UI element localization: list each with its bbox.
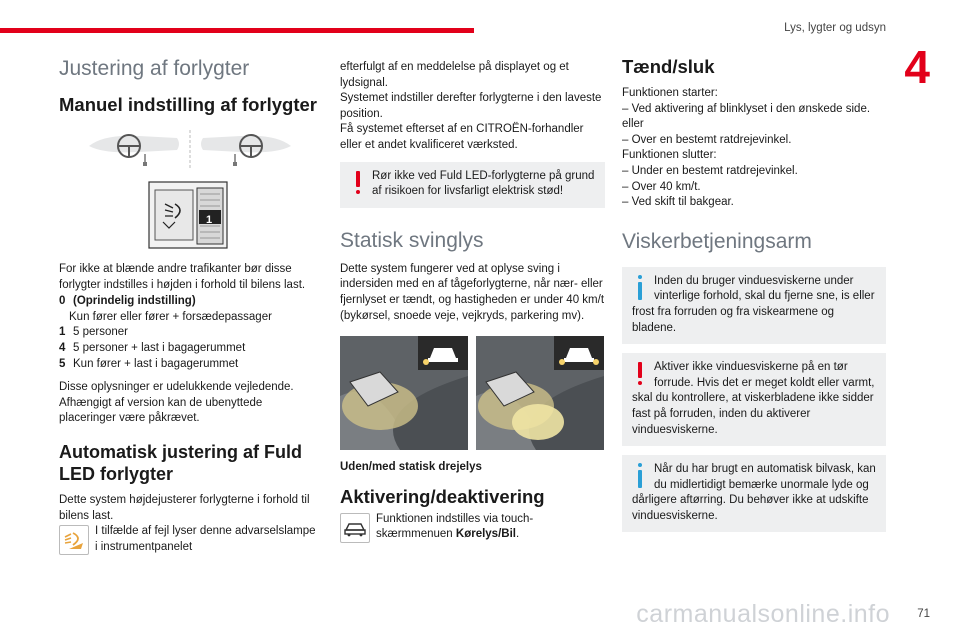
text-line: – Over en bestemt ratdrejevinkel. xyxy=(622,133,792,146)
section-title-wiper: Viskerbetjeningsarm xyxy=(622,229,812,253)
photo-with-cornering-light xyxy=(476,336,604,450)
text-line: – Ved aktivering af blinklyset i den ønskede side. xyxy=(622,102,871,115)
menu-path: Kørelys/Bil xyxy=(455,528,516,541)
running-head: Lys, lygter og udsyn xyxy=(784,22,886,34)
warning-icon xyxy=(632,360,648,390)
text-line: Funktionen slutter: xyxy=(622,149,717,162)
load-position-list xyxy=(59,294,321,372)
list-key: 4 xyxy=(59,341,66,354)
list-item xyxy=(59,325,321,341)
list-key: 5 xyxy=(59,357,66,370)
info-text: Når du har brugt en automatisk bilvask, kan du midlertidigt bemærke unormale lyde og dårligere aftørring. Du behøver ikke at udskifte vinduesviskerne. xyxy=(632,463,876,522)
watermark: carmanualsonline.info xyxy=(636,600,890,628)
info-icon xyxy=(632,462,648,492)
activation-text: Funktionen indstilles via touch-skærmmenuen Kørelys/Bil. xyxy=(376,512,534,541)
info-text: Inden du bruger vinduesviskerne under vinterlige forhold, skal du fjerne sne, is eller frost fra forruden og fra viskearmene og bladene. xyxy=(632,274,875,334)
subsection-title-auto: Automatisk justering af Fuld LED forlygter xyxy=(59,441,303,484)
list-desc: Kun fører eller fører + forsædepassager xyxy=(69,310,272,323)
car-settings-icon xyxy=(340,513,370,543)
subsection-title-manual: Manuel indstilling af forlygter xyxy=(59,94,317,115)
static-cornering-text: Dette system fungerer ved at oplyse sving i indersiden med en af tågeforlygterne, når nær- eller fjernlyset er tændt, og hastigheden er under 40 km/t (bykørsel, snoede veje, vejkryds, parkering mv). xyxy=(340,262,605,322)
dial-position-label: 1 xyxy=(206,214,213,226)
continued-text: efterfulgt af en meddelelse på displayet og et lydsignal. Systemet indstiller derefter forlygterne i den laveste position. Få systemet efterset af en CITROËN-forhandler eller et andet kvalificeret værksted. xyxy=(340,61,602,151)
on-off-lines xyxy=(622,86,886,211)
section-title-headlamp-adjustment: Justering af forlygter xyxy=(59,57,250,80)
list-item xyxy=(59,341,321,357)
text-line: – Over 40 km/t. xyxy=(622,180,701,193)
text-line: – Under en bestemt ratdrejevinkel. xyxy=(622,164,798,177)
note-text: Disse oplysninger er udelukkende vejledende. Afhængigt af version kan de ubenyttede placeringer være påkrævet. xyxy=(59,381,294,425)
text-line: eller xyxy=(622,118,644,131)
list-label: 5 personer xyxy=(73,326,128,339)
intro-text: For ikke at blænde andre trafikanter bør disse forlygter indstilles i højden i forhold til bilens last. xyxy=(59,263,306,291)
column-1 xyxy=(59,56,321,555)
list-label: Kun fører + last i bagagerummet xyxy=(73,357,239,370)
list-item xyxy=(59,357,321,373)
subsection-title-on-off: Tænd/sluk xyxy=(622,56,715,77)
info-box-car-wash xyxy=(622,455,886,532)
warning-lamp-text: I tilfælde af fejl lyser denne advarselslampe i instrumentpanelet xyxy=(95,525,316,553)
text-line: – Ved skift til bakgear. xyxy=(622,196,734,209)
auto-text: Dette system højdejusterer forlygterne i forhold til bilens last. xyxy=(59,493,310,522)
chapter-number: 4 xyxy=(904,41,930,93)
section-title-static-cornering: Statisk svinglys xyxy=(340,228,484,252)
warning-lamp-line xyxy=(59,524,321,555)
photo-caption: Uden/med statisk drejelys xyxy=(340,461,482,474)
warning-box-led xyxy=(340,162,605,208)
cornering-light-photos xyxy=(340,336,605,450)
photo-without-cornering-light xyxy=(340,336,468,450)
warning-text: Aktiver ikke vinduesviskerne på en tør forrude. Hvis det er meget koldt eller varmt, skal du kontrollere, at viskerbladene ikke sidder fast på forruden, inden du aktiverer vinduesviskerne. xyxy=(632,361,875,436)
top-accent-bar xyxy=(0,28,474,33)
warning-box-dry-windscreen xyxy=(622,353,886,446)
column-3 xyxy=(622,56,886,532)
list-item-desc xyxy=(59,310,321,326)
list-label: (Oprindelig indstilling) xyxy=(73,295,196,308)
subsection-title-activation: Aktivering/deaktivering xyxy=(340,485,545,507)
column-2 xyxy=(340,60,605,543)
list-key: 1 xyxy=(59,326,66,339)
list-key: 0 xyxy=(59,295,66,308)
warning-text: Rør ikke ved Fuld LED-forlygterne på grund af risikoen for livsfarligt elektrisk stød! xyxy=(372,169,595,198)
page-number: 71 xyxy=(917,608,930,620)
info-box-winter xyxy=(622,267,886,344)
steering-wheel-and-dial-diagram xyxy=(59,124,321,256)
headlamp-adjust-illustration xyxy=(59,124,321,256)
headlamp-fault-lamp-icon xyxy=(59,525,89,555)
text-line: Funktionen starter: xyxy=(622,87,718,99)
list-item xyxy=(59,294,321,310)
activation-line xyxy=(340,512,605,543)
warning-icon xyxy=(350,169,366,199)
list-label: 5 personer + last i bagagerummet xyxy=(73,341,246,354)
info-icon xyxy=(632,274,648,304)
